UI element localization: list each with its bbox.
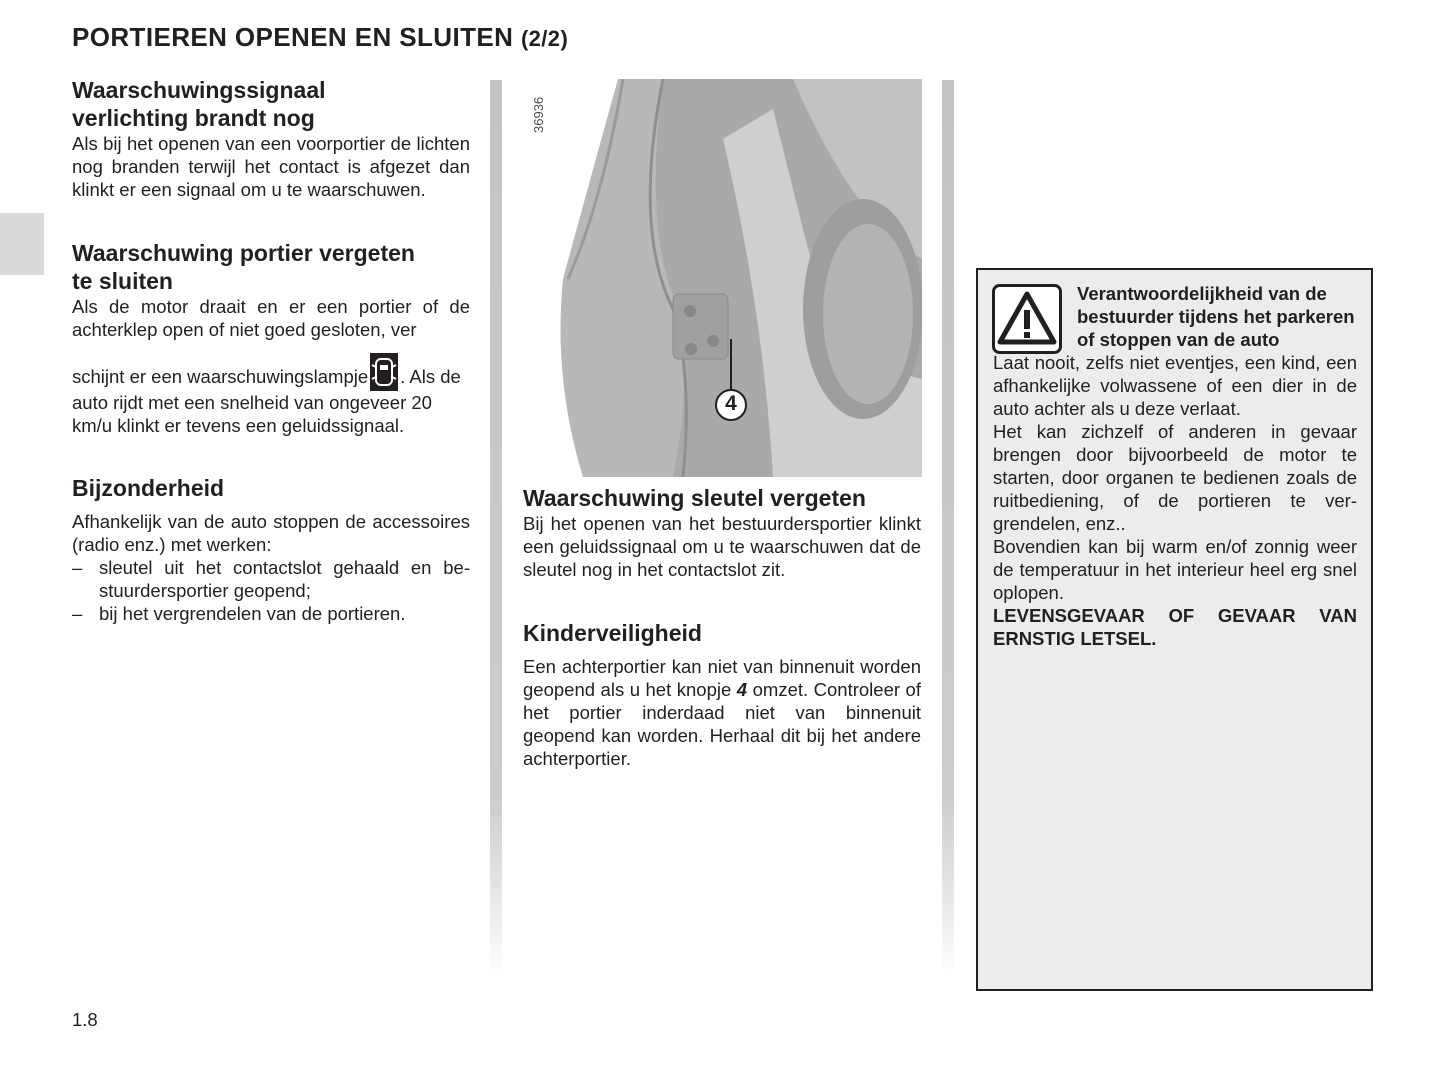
page-number: 1.8 xyxy=(72,1009,98,1030)
warning-p3: Bovendien kan bij warm en/of zonnig weer de temperatuur in het interieur heel erg snel oplopen. xyxy=(993,536,1357,603)
warning-content xyxy=(993,282,1357,650)
warning-p1: Laat nooit, zelfs niet eventjes, een kind, een afhankelijke volwassene of een dier in de auto achter als u deze verlaat. xyxy=(993,352,1357,419)
heading-key-warning: Waarschuwing sleutel vergeten xyxy=(523,485,866,511)
text-door-warning-b: schijnt er een waarschuwingslampje . Als de auto rijdt met een snelheid van ongeveer 20 km/u klinkt er tevens een geluidssignaal. xyxy=(72,353,470,437)
warning-p2: Het kan zichzelf of anderen in gevaar brengen door bijvoorbeeld de motor te starten, door organen te bedienen zoals de ruitbediening, of de portieren te vergrendelen, enz.. xyxy=(993,421,1357,534)
title-part: (2/2) xyxy=(520,26,569,51)
column-divider xyxy=(942,80,954,980)
left-column xyxy=(72,76,470,625)
callout-number: 4 xyxy=(725,392,737,415)
text-key-warning: Bij het openen van het bestuurdersportier klinkt een geluidssignaal om u te waarschuwen dat de sleutel nog in het contactslot zit. xyxy=(523,513,921,580)
warning-box xyxy=(976,268,1373,991)
page-title: PORTIEREN OPENEN EN SLUITEN (2/2) xyxy=(72,22,569,52)
middle-column xyxy=(523,484,921,770)
text-light-warning: Als bij het openen van een voorportier de lichten nog branden terwijl het contact is afgezet dan klinkt er een signaal om u te waarschuwen. xyxy=(72,133,470,200)
section-tab xyxy=(0,213,44,275)
heading-special: Bijzonderheid xyxy=(72,475,225,501)
column-divider xyxy=(490,80,502,980)
heading-child-safety: Kinderveiligheid xyxy=(523,620,702,646)
warning-heading: Verantwoordelijkheid van de bestuurder tijdens het parkeren of stoppen van de auto xyxy=(1077,283,1355,350)
list-item: – bij het vergrendelen van de portieren. xyxy=(72,603,406,624)
warning-p4: LEVENSGEVAAR OF GEVAAR VAN ERNSTIG LETSEL. xyxy=(993,605,1357,649)
text-special: Afhankelijk van de auto stoppen de accessoires (radio enz.) met werken: xyxy=(72,511,470,555)
text-door-warning-a: Als de motor draait en er een portier of de achterklep open of niet goed gesloten, ver xyxy=(72,296,470,340)
heading-light-warning: Waarschuwingssignaal verlichting brandt nog xyxy=(72,77,326,131)
list-item: – sleutel uit het contactslot gehaald en bestuurdersportier geopend; xyxy=(72,557,470,601)
door-open-warning-lamp-icon xyxy=(370,353,398,391)
heading-door-warning: Waarschuwing portier vergeten te sluiten xyxy=(72,240,415,294)
text-child-safety: Een achterportier kan niet van binnenuit worden geopend als u het knopje 4 omzet. Controleer of het portier inderdaad niet van binnenuit geopend kan worden. Herhaal dit bij het andere achterportier. xyxy=(523,656,921,769)
photo-code: 36936 xyxy=(531,96,546,133)
door-lock-photo xyxy=(523,79,922,477)
